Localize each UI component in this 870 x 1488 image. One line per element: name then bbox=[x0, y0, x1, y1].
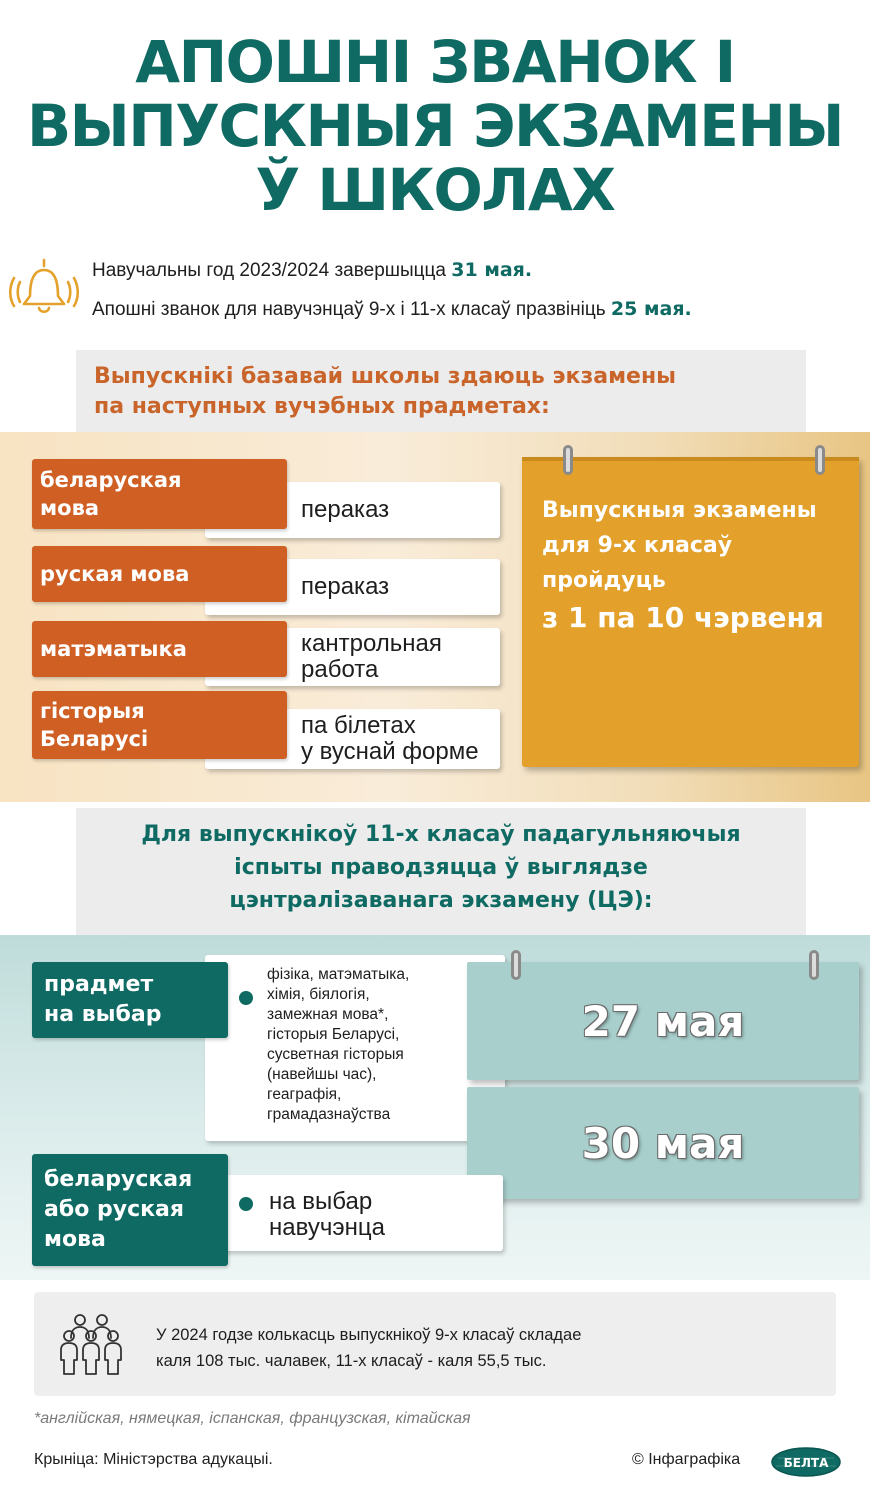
subject-name: матэматыка bbox=[40, 637, 187, 661]
elective-option: (навейшы час), bbox=[267, 1066, 377, 1083]
last-bell-date: 25 мая. bbox=[610, 298, 692, 320]
stat-line: каля 108 тыс. чалавек, 11-х класаў - каля 55,5 тыс. bbox=[156, 1352, 547, 1370]
elective-options-card bbox=[205, 955, 505, 1141]
elective-option: сусветная гісторыя bbox=[267, 1046, 404, 1063]
footnote: *англійская, нямецкая, іспанская, французская, кітайская bbox=[34, 1410, 471, 1427]
calendar-ring-icon bbox=[809, 950, 819, 980]
subject-name: мова bbox=[40, 496, 100, 520]
elective-option: хімія, біялогія, bbox=[267, 986, 370, 1003]
title-line-3: Ў ШКОЛАХ bbox=[255, 156, 615, 224]
exam-form-text: пераказ bbox=[301, 573, 390, 600]
subject-math bbox=[32, 621, 287, 677]
exam-date-2: 30 мая bbox=[581, 1118, 745, 1168]
subject-russian bbox=[32, 546, 287, 602]
subject-name: Беларусі bbox=[40, 727, 149, 751]
page-title bbox=[0, 30, 870, 222]
copyright-text: © Інфаграфіка bbox=[632, 1451, 741, 1468]
elective-option: фізіка, матэматыка, bbox=[267, 966, 410, 983]
subject-name: на выбар bbox=[44, 1002, 162, 1027]
subject-name: беларуская bbox=[40, 468, 182, 492]
elective-option: гісторыя Беларусі, bbox=[267, 1026, 400, 1043]
subject-belarusian bbox=[32, 459, 287, 529]
subject-history bbox=[32, 691, 287, 759]
date-card-30-may bbox=[467, 1087, 859, 1199]
grade9-calendar-text bbox=[542, 493, 817, 598]
stat-line: У 2024 годзе колькасць выпускнікоў 9-х класаў складае bbox=[156, 1326, 582, 1344]
grade11-heading-line-1: Для выпускнікоў 11-х класаў падагульняючыя bbox=[141, 822, 741, 847]
source-text: Крыніца: Міністэрства адукацыі. bbox=[34, 1451, 273, 1468]
title-line-2: ВЫПУСКНЫЯ ЭКЗАМЕНЫ bbox=[26, 92, 844, 160]
grade9-exam-calendar bbox=[522, 457, 859, 767]
language-choice-card bbox=[205, 1175, 503, 1251]
date-card-27-may bbox=[467, 962, 859, 1080]
school-year-end bbox=[92, 259, 532, 282]
language-choice-line: навучэнца bbox=[269, 1214, 385, 1241]
school-year-end-date: 31 мая. bbox=[451, 259, 533, 281]
calendar-ring-icon bbox=[563, 445, 573, 475]
calendar-line: Выпускныя экзамены bbox=[542, 498, 817, 523]
calendar-line: пройдуць bbox=[542, 568, 666, 593]
calendar-ring-icon bbox=[815, 445, 825, 475]
subject-name: беларуская bbox=[44, 1167, 193, 1192]
bullet-icon bbox=[239, 1197, 253, 1211]
calendar-ring-icon bbox=[511, 950, 521, 980]
calendar-line: для 9-х класаў bbox=[542, 533, 733, 558]
grade9-heading-box bbox=[76, 350, 806, 440]
belta-logo bbox=[770, 1446, 842, 1478]
exam-form-text: у вуснай форме bbox=[301, 738, 479, 765]
subject-name: прадмет bbox=[44, 972, 154, 997]
svg-text:БЕЛТА: БЕЛТА bbox=[783, 1456, 829, 1470]
subject-name: мова bbox=[44, 1227, 106, 1252]
title-line-1: АПОШНІ ЗВАНОК І bbox=[135, 28, 735, 96]
grade9-heading-line-2: па наступных вучэбных прадметах: bbox=[94, 394, 550, 419]
exam-form-text: кантрольная bbox=[301, 630, 442, 657]
grade11-heading bbox=[76, 818, 806, 917]
people-icon bbox=[58, 1312, 124, 1376]
elective-option: замежная мова*, bbox=[267, 1006, 389, 1023]
grade11-heading-line-3: цэнтралізаванага экзамену (ЦЭ): bbox=[229, 888, 653, 913]
bell-icon bbox=[8, 252, 80, 324]
grade11-heading-box bbox=[76, 808, 806, 936]
grade11-heading-line-2: іспыты праводзяцца ў выглядзе bbox=[234, 855, 648, 880]
graduates-stat-box bbox=[34, 1292, 836, 1396]
exam-form-text: пераказ bbox=[301, 496, 390, 523]
exam-form-text: па білетах bbox=[301, 712, 416, 739]
grade9-heading bbox=[94, 362, 676, 422]
last-bell-text: Апошні званок для навучэнцаў 9-х і 11-х класаў празвініць bbox=[92, 299, 611, 320]
grade9-heading-line-1: Выпускнікі базавай школы здаюць экзамены bbox=[94, 364, 677, 389]
grade9-exam-dates: з 1 па 10 чэрвеня bbox=[542, 601, 824, 634]
subject-name: руская мова bbox=[40, 562, 190, 586]
language-choice-line: на выбар bbox=[269, 1188, 373, 1215]
school-year-text: Навучальны год 2023/2024 завершыцца bbox=[92, 260, 452, 281]
subject-name: гісторыя bbox=[40, 699, 145, 723]
exam-form-text: работа bbox=[301, 656, 379, 683]
subject-elective bbox=[32, 962, 228, 1038]
elective-options-list bbox=[267, 965, 409, 1125]
graduates-stat-text bbox=[156, 1322, 581, 1374]
elective-option: геаграфія, bbox=[267, 1086, 342, 1103]
last-bell bbox=[92, 298, 692, 321]
subject-language bbox=[32, 1154, 228, 1266]
language-choice bbox=[269, 1189, 385, 1241]
bullet-icon bbox=[239, 991, 253, 1005]
subject-name: або руская bbox=[44, 1197, 185, 1222]
exam-date-1: 27 мая bbox=[581, 996, 745, 1046]
elective-option: грамадазнаўства bbox=[267, 1106, 391, 1123]
